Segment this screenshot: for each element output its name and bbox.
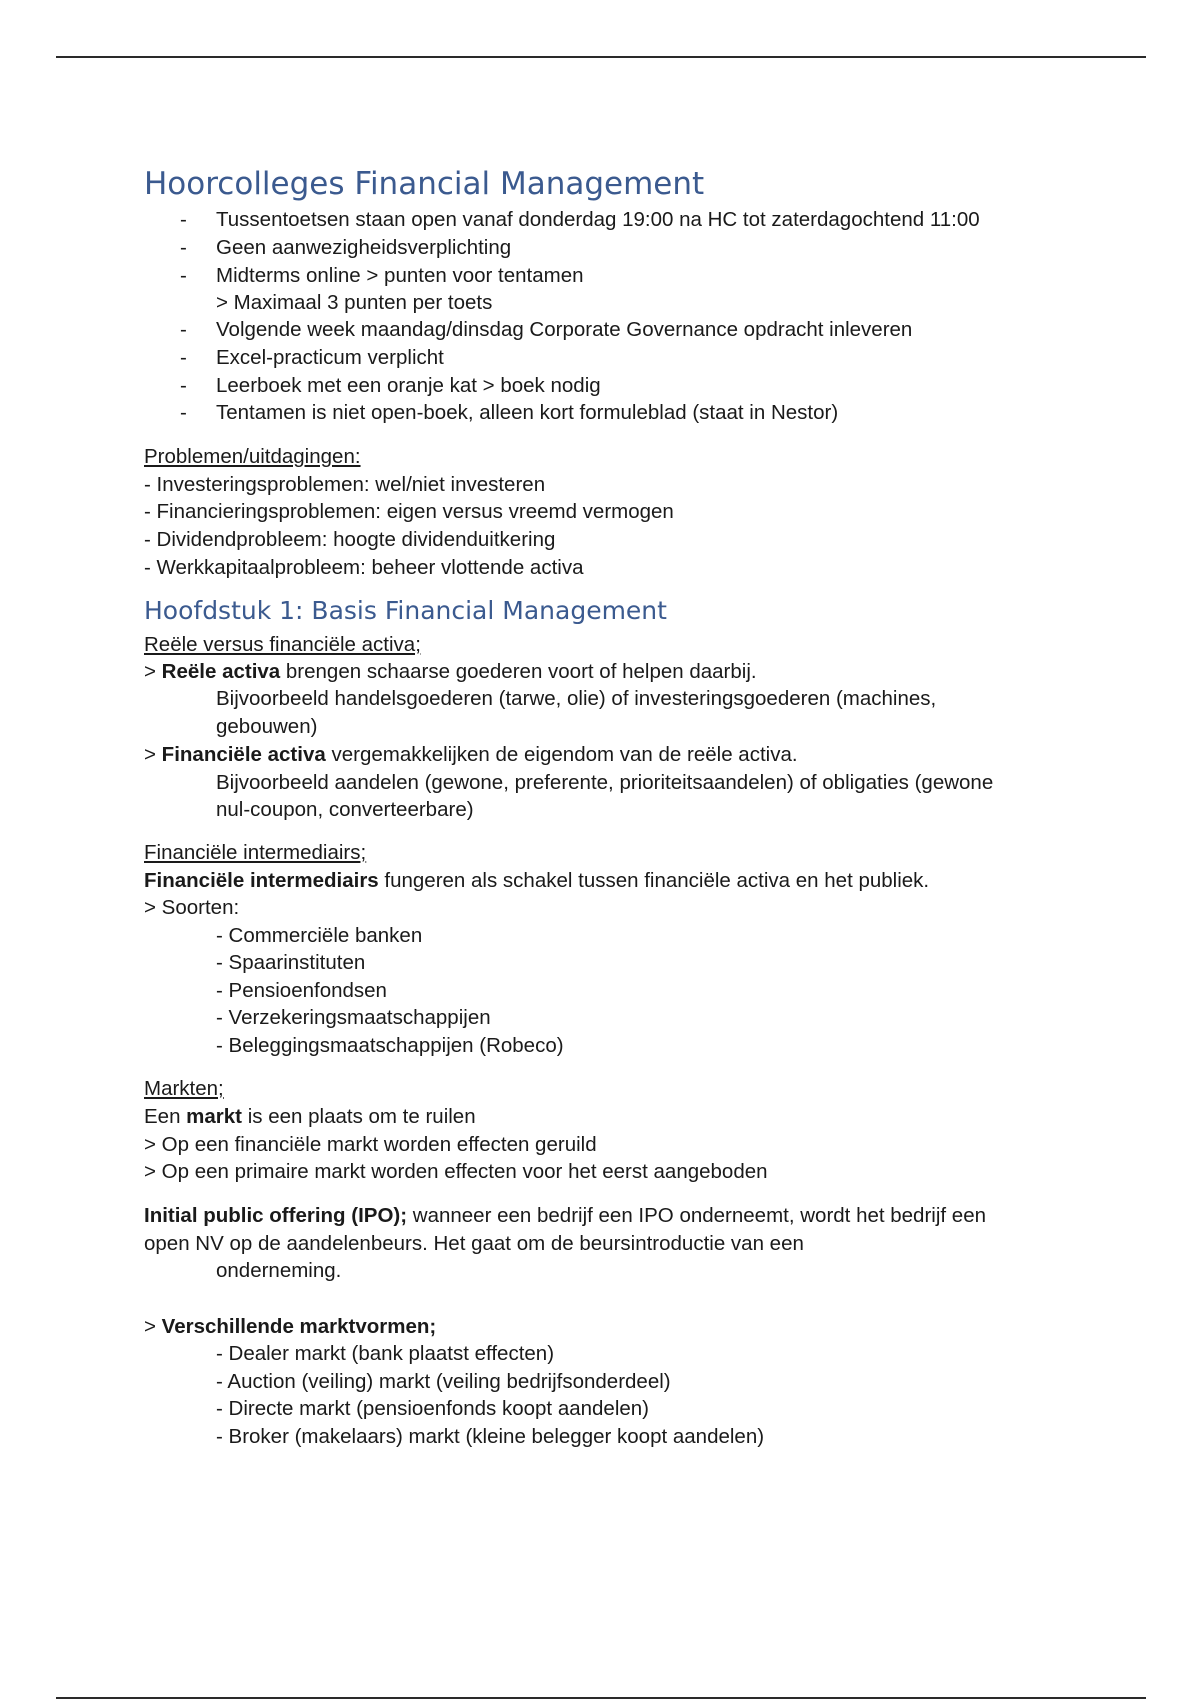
market-form-item: - Broker (makelaars) markt (kleine belegger koopt aandelen): [216, 1425, 765, 1448]
bullet-dash: -: [180, 401, 187, 424]
problem-item: - Werkkapitaalprobleem: beheer vlottende activa: [144, 556, 584, 579]
real-activa-line: > Reële activa brengen schaarse goederen voort of helpen daarbij.: [144, 660, 757, 683]
type-item: - Pensioenfondsen: [216, 979, 387, 1002]
term-bold: Reële activa: [161, 660, 281, 683]
problem-item: - Dividendprobleem: hoogte dividenduitkering: [144, 528, 556, 551]
bullet-dash: -: [180, 264, 187, 287]
types-label: > Soorten:: [144, 896, 240, 919]
problem-item: - Investeringsproblemen: wel/niet investeren: [144, 473, 546, 496]
ipo-line: open NV op de aandelenbeurs. Het gaat om de beursintroductie van een: [144, 1232, 804, 1255]
market-forms-heading: > Verschillende marktvormen;: [144, 1315, 437, 1338]
ipo-line: onderneming.: [216, 1259, 342, 1282]
financial-activa-example: Bijvoorbeeld aandelen (gewone, preferente, prioriteitsaandelen) of obligaties (gewone: [216, 771, 994, 794]
intro-sub-line: > Maximaal 3 punten per toets: [216, 291, 493, 314]
bullet-dash: -: [180, 236, 187, 259]
term-bold: markt: [186, 1105, 243, 1128]
market-form-item: - Dealer markt (bank plaatst effecten): [216, 1342, 555, 1365]
real-activa-example: gebouwen): [216, 715, 318, 738]
footer-rule: [56, 1697, 1146, 1699]
type-item: - Commerciële banken: [216, 924, 423, 947]
type-item: - Beleggingsmaatschappijen (Robeco): [216, 1034, 564, 1057]
market-line: > Op een financiële markt worden effecten geruild: [144, 1133, 597, 1156]
problems-heading: Problemen/uitdagingen:: [144, 445, 361, 468]
term-bold: Financiële intermediairs: [144, 869, 379, 892]
real-activa-example: Bijvoorbeeld handelsgoederen (tarwe, olie) of investeringsgoederen (machines,: [216, 687, 937, 710]
type-item: - Spaarinstituten: [216, 951, 366, 974]
section-heading-activa: Reële versus financiële activa;: [144, 633, 421, 656]
market-form-item: - Auction (veiling) markt (veiling bedrijfsonderdeel): [216, 1370, 671, 1393]
term-bold: Financiële activa: [161, 743, 326, 766]
bullet-dash: -: [180, 318, 187, 341]
document-title: Hoorcolleges Financial Management: [144, 166, 705, 202]
financial-activa-example: nul-coupon, converteerbare): [216, 798, 474, 821]
chapter-heading: Hoofdstuk 1: Basis Financial Management: [144, 596, 667, 625]
ipo-line: Initial public offering (IPO); wanneer een bedrijf een IPO onderneemt, wordt het bedrijf een: [144, 1204, 986, 1227]
term-bold: Verschillende marktvormen;: [161, 1315, 437, 1338]
section-heading-intermediaries: Financiële intermediairs;: [144, 841, 367, 864]
financial-activa-line: > Financiële activa vergemakkelijken de eigendom van de reële activa.: [144, 743, 798, 766]
bullet-dash: -: [180, 374, 187, 397]
problem-item: - Financieringsproblemen: eigen versus vreemd vermogen: [144, 500, 674, 523]
bullet-dash: -: [180, 346, 187, 369]
market-definition: Een markt is een plaats om te ruilen: [144, 1105, 476, 1128]
intermediaries-definition: Financiële intermediairs fungeren als schakel tussen financiële activa en het publiek.: [144, 869, 930, 892]
section-heading-markets: Markten;: [144, 1077, 224, 1100]
type-item: - Verzekeringsmaatschappijen: [216, 1006, 491, 1029]
market-form-item: - Directe markt (pensioenfonds koopt aandelen): [216, 1397, 650, 1420]
header-rule: [56, 56, 1146, 58]
market-line: > Op een primaire markt worden effecten voor het eerst aangeboden: [144, 1160, 768, 1183]
bullet-dash: -: [180, 208, 187, 231]
term-bold: Initial public offering (IPO);: [144, 1204, 408, 1227]
